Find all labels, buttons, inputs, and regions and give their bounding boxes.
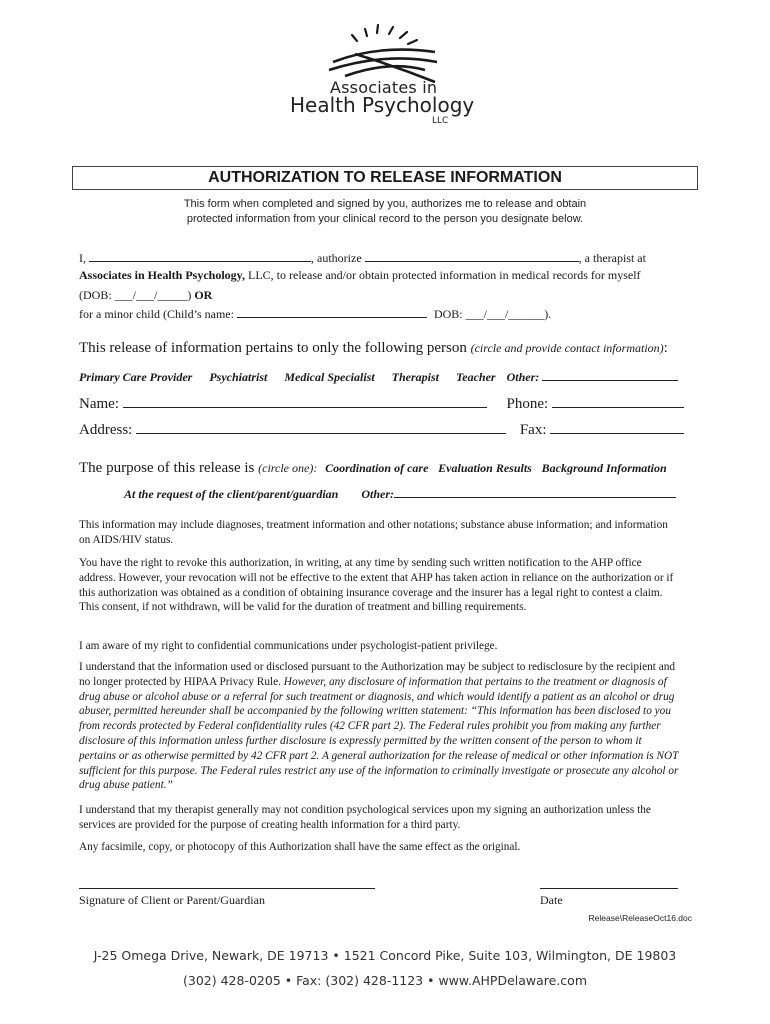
purpose-other[interactable]: Other: — [361, 487, 395, 501]
paragraph-privilege: I am aware of my right to confidential communications under psychologist-patient privilege. — [79, 640, 498, 652]
date-label: Date — [540, 893, 563, 907]
option-other[interactable]: Other: — [506, 370, 540, 384]
form-title: AUTHORIZATION TO RELEASE INFORMATION — [72, 166, 698, 190]
option-teacher[interactable]: Teacher — [456, 370, 496, 384]
redisclosure-plain: I understand that the information used or disclosed pursuant to the Authorization may be subject to redisclosure by the recipient and no longer protected by HIPAA Privacy Rule. — [79, 661, 676, 688]
authorize-line — [79, 250, 646, 266]
purpose-lead: The purpose of this release is — [79, 460, 255, 476]
subtitle-line-1: This form when completed and signed by you, authorizes me to release and obtain — [183, 198, 587, 210]
option-therapist[interactable]: Therapist — [391, 370, 440, 384]
name-label: Name: — [79, 396, 119, 412]
release-lead: This release of information pertains to only the following person — [79, 340, 467, 356]
option-psychiatrist[interactable]: Psychiatrist — [209, 370, 268, 384]
paragraph-facsimile: Any facsimile, copy, or photocopy of this Authorization shall have the same effect as the original. — [79, 841, 521, 853]
purpose-line — [79, 460, 667, 477]
client-signature-line[interactable] — [79, 888, 375, 889]
paragraph-redisclosure — [79, 660, 679, 793]
dob-line — [79, 288, 212, 303]
client-name-field[interactable] — [89, 250, 311, 262]
therapist-name-field[interactable] — [365, 250, 579, 262]
subtitle-line-2: protected information from your clinical record to the person you designate below. — [186, 213, 584, 225]
minor-label: for a minor child (Child’s name: — [79, 307, 234, 321]
org-rest: LLC, to release and/or obtain protected information in medical records for myself — [245, 268, 641, 282]
address-label: Address: — [79, 422, 133, 438]
paragraph-condition: I understand that my therapist generally may not condition psychological services upon my signing an authorization unless the services are provided for the purpose of creating health information for a third party. — [79, 804, 651, 831]
purpose-evaluation[interactable]: Evaluation Results — [438, 461, 532, 475]
org-name: Associates in Health Psychology, — [79, 268, 246, 282]
phone-label: Phone: — [506, 396, 549, 412]
purpose-other-field[interactable] — [394, 486, 676, 498]
purpose-line-2 — [124, 486, 676, 502]
organization-line — [79, 268, 641, 283]
release-hint: (circle and provide contact information) — [470, 341, 664, 355]
release-options — [79, 369, 678, 385]
form-subtitle — [100, 197, 670, 227]
recipient-phone-field[interactable] — [552, 394, 684, 408]
i-label: I, — [79, 251, 86, 265]
redisclosure-italic: However, any disclosure of information that pertains to the treatment or diagnosis of drug abuse or alcohol abuse or a referral for such treatment or diagnosis, and which would identify a patient as an alcohol or drug abuser, permitted hereunder shall be accompanied by the following written statement: “This information has been disclosed to you from records protected by Federal confidentiality rules (42 CFR part 2). The Federal rules prohibit you from making any further disclosure of this information unless further disclosure is expressly permitted by the written consent of the person to whom it pertains or as otherwise permitted by 42 CFR part 2. A general authorization for the release of medical or other information is NOT sufficient for this purpose. The Federal rules restrict any use of the information to criminally investigate or prosecute any alcohol or drug abuse patient.” — [79, 675, 679, 792]
option-medical-specialist[interactable]: Medical Specialist — [284, 370, 375, 384]
child-dob-field[interactable]: DOB: ___/___/______). — [433, 307, 552, 321]
recipient-name-field[interactable] — [123, 394, 487, 408]
recipient-address-field[interactable] — [136, 420, 506, 434]
child-name-field[interactable] — [237, 306, 427, 318]
fax-label: Fax: — [519, 422, 547, 438]
purpose-coordination[interactable]: Coordination of care — [325, 461, 429, 475]
minor-child-line — [79, 306, 551, 322]
therapist-label: , a therapist at — [578, 251, 646, 265]
client-dob-field[interactable]: (DOB: ___/___/_____) — [79, 288, 192, 302]
signature-label: Signature of Client or Parent/Guardian — [79, 893, 265, 907]
footer-address: J-25 Omega Drive, Newark, DE 19713 • 1521 Concord Pike, Suite 103, Wilmington, DE 19803 — [93, 948, 677, 963]
purpose-request[interactable]: At the request of the client/parent/guardian — [124, 487, 339, 501]
name-line — [79, 394, 684, 413]
recipient-fax-field[interactable] — [550, 420, 684, 434]
release-other-field[interactable] — [542, 369, 678, 381]
or-label: OR — [194, 288, 213, 302]
option-primary-care-provider[interactable]: Primary Care Provider — [79, 370, 193, 384]
paragraph-content: This information may include diagnoses, treatment information and other notations; substance abuse information; and information on AIDS/HIV status. — [79, 519, 668, 546]
document-reference: Release\ReleaseOct16.doc — [588, 913, 692, 923]
release-lead-line — [79, 340, 668, 357]
purpose-background[interactable]: Background Information — [541, 461, 667, 475]
paragraph-revoke: You have the right to revoke this authorization, in writing, at any time by sending such written notification to the AHP office address. However, your revocation will not be effective to the extent that AHP has taken action in reliance on the authorization or if this authorization was obtained as a condition of obtaining insurance coverage and the insurer has a legal right to contest a claim. This consent, if not withdrawn, will be valid for the duration of treatment and billing requirements. — [79, 557, 674, 614]
release-colon: : — [663, 340, 668, 356]
logo-line-3: LLC — [432, 116, 449, 126]
logo-line-1: Associates in — [330, 78, 438, 97]
footer-contact: (302) 428-0205 • Fax: (302) 428-1123 • www.AHPDelaware.com — [183, 973, 587, 988]
date-line[interactable] — [540, 888, 678, 889]
logo-line-2: Health Psychology — [290, 93, 475, 117]
authorize-label: , authorize — [311, 251, 362, 265]
purpose-hint: (circle one): — [258, 461, 318, 475]
address-line — [79, 420, 684, 439]
